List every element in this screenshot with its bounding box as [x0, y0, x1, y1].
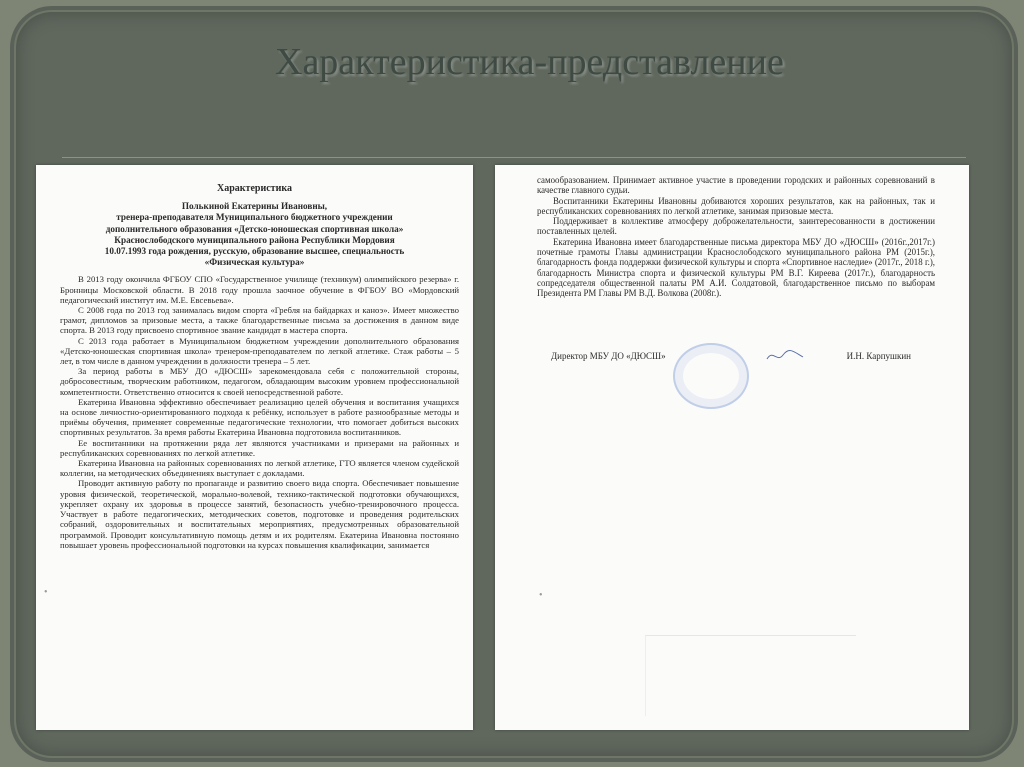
paragraph: Екатерина Ивановна имеет благодарственные письма директора МБУ ДО «ДЮСШ» (2016г.,2017г.) почетные грамоты Главы администрации Краснослободского муниципального района РМ (2015г.), благодарность фонда поддержки физической культуры и спорта «Спортивное наследие» (2017г., 2018 г.), благодарность Министра спорта и физической культуры РМ В.Г. Киреева (2017г.), благодарность сопредседателя общественной палаты РМ А.И. Солдатовой, благодарственное письмо по выборам Президента РМ Главы РМ В.Д. Волкова (2008г.). [537, 236, 935, 299]
header-line: Краснослободского муниципального района Республики Мордовия [114, 234, 395, 245]
header-line: 10.07.1993 года рождения, русскую, образование высшее, специальность [104, 246, 405, 257]
paragraph: самообразованием. Принимает активное участие в проведении городских и районных соревнований в качестве главного судьи. [537, 175, 935, 196]
paragraph: В 2013 году окончила ФГБОУ СПО «Государственное училище (техникум) олимпийского резерва» г. Бронницы Московской области. В 2018 году прошла заочное обучение в ФГБОУ ВО «Мордовский педагогический институт им. М.Е. Евсевьева». [60, 274, 459, 305]
signature-row [551, 351, 911, 361]
document-page-1 [36, 165, 473, 730]
document-heading: Характеристика [217, 183, 292, 194]
paragraph: Воспитанники Екатерины Ивановны добиваются хороших результатов, как на районных, так и республиканских соревнованиях по легкой атлетике, занимая призовые места. [537, 195, 935, 216]
paragraph: Проводит активную работу по пропаганде и развитию своего вида спорта. Обеспечивает повышение уровня физической, теоретической, морально-волевой, технико-тактической подготовки обучающихся, укрепляет охрану их здоровья в процессе занятий, безопасность учебно-тренировочного процесса. Участвует в работе педагогических, методических советов, подготовке и проведения родительских собраний, оздоровительных и воспитательных мероприятиях, предусмотренных образовательной программой. Проводит консультативную помощь детям и их родителям. Екатерина Ивановна постоянно повышает уровень профессиональной подготовки на курсах повышения квалификации, занимается [60, 478, 459, 550]
header-line: тренера-преподавателя Муниципального бюджетного учреждении [116, 212, 393, 223]
paragraph: Ее воспитанники на протяжении ряда лет являются участниками и призерами на районных и республиканских соревнованиях по легкой атлетике. [60, 437, 459, 458]
paragraph: С 2013 года работает в Муниципальном бюджетном учреждении дополнительного образования «Детско-юношеская спортивная школа» тренером-преподавателем по легкой атлетике. Стаж работы – 5 лет, в том числе в данном учреждении в должности тренера – 5 лет. [60, 335, 459, 367]
paragraph: С 2008 года по 2013 год занималась видом спорта «Гребля на байдарках и каноэ». Имеет множество грамот, дипломов за призовые места, а также благодарственные письма за достижения в данном виде спорта. В 2013 году присвоено спортивное звание кандидат в мастера спорта. [60, 305, 459, 336]
document-body [36, 274, 473, 549]
title-divider [62, 157, 966, 158]
document-header [36, 183, 473, 268]
paragraph: Екатерина Ивановна на районных соревнованиях по легкой атлетике, ГТО является членом судейской коллегии, на методических объединениях выступает с докладами. [60, 458, 459, 479]
scan-speck: • [44, 587, 48, 598]
document-body-continued [495, 165, 969, 299]
faint-scan-lines [645, 635, 856, 716]
document-page-2 [495, 165, 969, 730]
paragraph: За период работы в МБУ ДО «ДЮСШ» зарекомендовала себя с положительной стороны, добросовестным, творческим работником, педагогом, обладающим высоким уровнем профессиональной компетентности. Ответственно относится к своей непосредственной работе. [60, 366, 459, 397]
paragraph: Поддерживает в коллективе атмосферу доброжелательности, заинтересованности в достижении поставленных целей. [537, 216, 935, 237]
header-line: Полькиной Екатерины Ивановны, [181, 201, 328, 212]
scan-speck: • [539, 590, 543, 601]
signatory-name: И.Н. Карпушкин [846, 351, 911, 361]
header-line: дополнительного образования «Детско-юношеская спортивная школа» [105, 223, 404, 234]
paragraph: Екатерина Ивановна эффективно обеспечивает реализацию целей обучения и воспитания учащихся на основе личностно-ориентированного подхода к ребёнку, использует в работе разнообразные методы и приёмы обучения, применяет современные педагогические технологии, что помогает добиться высоких спортивных результатов. За время работы Екатерина Ивановна подготовила воспитанников. [60, 396, 459, 438]
slide-title: Характеристика-представление [275, 41, 784, 83]
signatory-title: Директор МБУ ДО «ДЮСШ» [551, 351, 666, 361]
header-line: «Физическая культура» [204, 257, 305, 268]
